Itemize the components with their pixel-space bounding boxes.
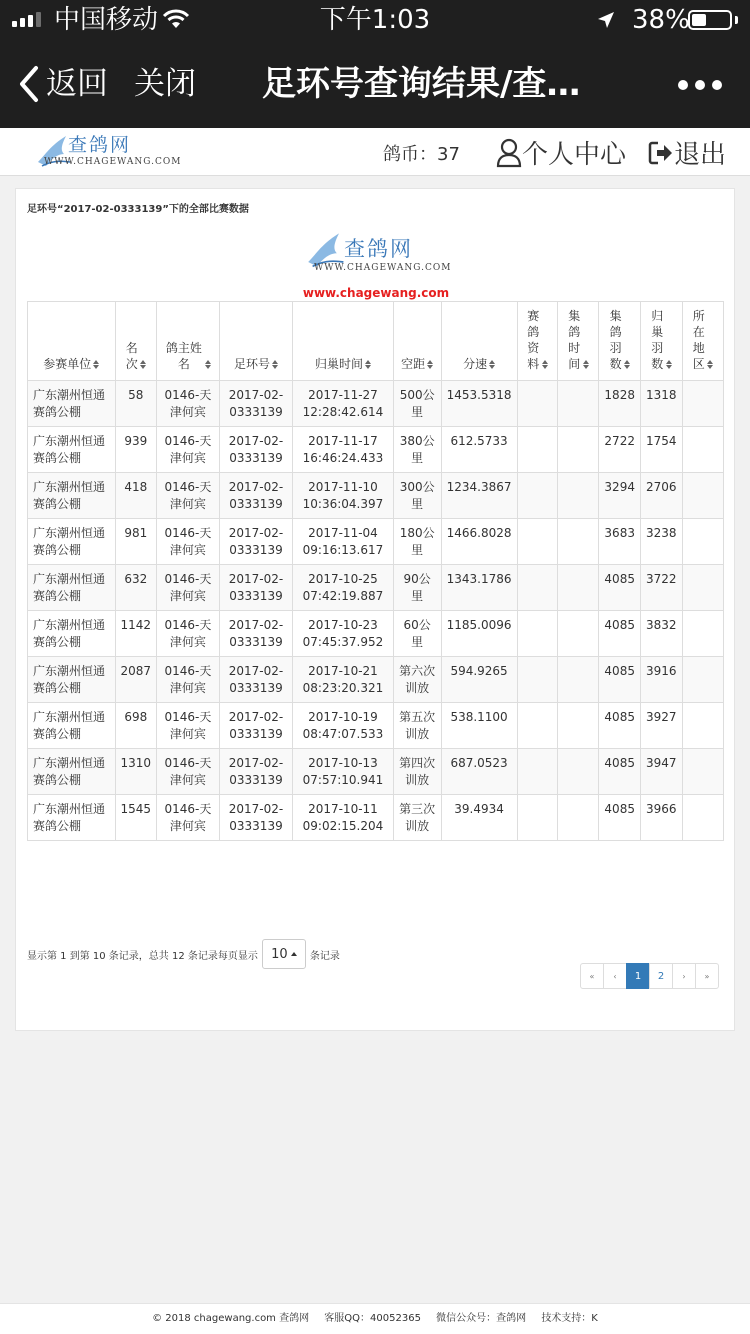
cell-speed: 1185.0096 — [441, 611, 517, 657]
cell-distance: 180公里 — [393, 519, 441, 565]
sort-icon — [707, 360, 713, 369]
column-header-owner[interactable] — [157, 302, 220, 381]
column-header-collect-count[interactable] — [599, 302, 641, 381]
cell-ring: 2017-02-0333139 — [219, 749, 292, 795]
cell-speed: 1234.3867 — [441, 473, 517, 519]
logout-icon — [648, 140, 674, 166]
cell-rank: 58 — [115, 381, 157, 427]
cell-unit: 广东潮州恒通赛鸽公棚 — [28, 473, 116, 519]
cell-collect-time — [558, 381, 599, 427]
cell-region — [682, 381, 723, 427]
pagination — [580, 963, 719, 989]
cell-region — [682, 473, 723, 519]
cell-return-count: 3238 — [640, 519, 682, 565]
results-table — [27, 301, 724, 841]
site-header — [0, 128, 750, 176]
pager-info-prefix: 显示第 1 到第 10 条记录，总共 12 条记录每页显示 — [27, 950, 258, 962]
cell-bird-info — [517, 749, 557, 795]
logout-link[interactable] — [648, 134, 726, 171]
page-link-last[interactable]: » — [695, 963, 719, 989]
cell-collect-count: 4085 — [599, 703, 641, 749]
cell-bird-info — [517, 381, 557, 427]
cell-return-count: 1318 — [640, 381, 682, 427]
cell-bird-info — [517, 703, 557, 749]
cell-return-count: 3832 — [640, 611, 682, 657]
column-header-distance[interactable] — [393, 302, 441, 381]
cell-return-time: 2017-11-10 10:36:04.397 — [293, 473, 393, 519]
cell-return-count: 3722 — [640, 565, 682, 611]
site-footer — [0, 1303, 750, 1334]
table-row — [28, 657, 724, 703]
cell-ring: 2017-02-0333139 — [219, 611, 292, 657]
page-title: 足环号查询结果/查… — [262, 64, 581, 104]
column-header-speed[interactable] — [441, 302, 517, 381]
cell-speed: 612.5733 — [441, 427, 517, 473]
back-button[interactable] — [18, 62, 108, 106]
cell-owner: 0146-天津何宾 — [157, 427, 220, 473]
cell-speed: 538.1100 — [441, 703, 517, 749]
table-row — [28, 795, 724, 841]
cell-ring: 2017-02-0333139 — [219, 703, 292, 749]
cell-rank: 1310 — [115, 749, 157, 795]
results-panel — [15, 188, 735, 1031]
table-row — [28, 381, 724, 427]
table-header-row — [28, 302, 724, 381]
cell-bird-info — [517, 519, 557, 565]
cell-distance: 第四次训放 — [393, 749, 441, 795]
cell-collect-count: 4085 — [599, 795, 641, 841]
cell-return-time: 2017-11-17 16:46:24.433 — [293, 427, 393, 473]
cell-collect-count: 3683 — [599, 519, 641, 565]
cell-collect-count: 4085 — [599, 749, 641, 795]
cell-distance: 第三次训放 — [393, 795, 441, 841]
cell-bird-info — [517, 795, 557, 841]
center-logo — [306, 229, 452, 279]
column-header-unit[interactable] — [28, 302, 116, 381]
cell-owner: 0146-天津何宾 — [157, 565, 220, 611]
pager-info-suffix: 条记录 — [309, 950, 340, 962]
cell-owner: 0146-天津何宾 — [157, 657, 220, 703]
column-header-ring[interactable] — [219, 302, 292, 381]
table-row — [28, 473, 724, 519]
column-header-label: 集鸽时间 — [568, 309, 581, 371]
sort-icon — [365, 360, 371, 369]
cell-return-time: 2017-11-04 09:16:13.617 — [293, 519, 393, 565]
table-body — [28, 381, 724, 841]
cell-region — [682, 703, 723, 749]
cell-unit: 广东潮州恒通赛鸽公棚 — [28, 611, 116, 657]
cell-unit: 广东潮州恒通赛鸽公棚 — [28, 795, 116, 841]
user-center-label: 个人中心 — [522, 140, 627, 170]
cell-owner: 0146-天津何宾 — [157, 473, 220, 519]
cell-collect-time — [558, 749, 599, 795]
cell-collect-count: 1828 — [599, 381, 641, 427]
cell-collect-time — [558, 795, 599, 841]
cell-return-time: 2017-10-23 07:45:37.952 — [293, 611, 393, 657]
sort-icon — [666, 360, 672, 369]
cell-owner: 0146-天津何宾 — [157, 795, 220, 841]
logo-url: WWW.CHAGEWANG.COM — [44, 157, 182, 167]
logo-url: WWW.CHAGEWANG.COM — [314, 263, 452, 273]
cell-bird-info — [517, 657, 557, 703]
cell-collect-count: 4085 — [599, 565, 641, 611]
site-url-watermark: www.chagewang.com — [302, 286, 450, 300]
back-label: 返回 — [46, 66, 108, 102]
cell-return-count: 2706 — [640, 473, 682, 519]
sort-icon — [205, 360, 211, 369]
cell-distance: 300公里 — [393, 473, 441, 519]
logout-label: 退出 — [674, 140, 727, 170]
cell-owner: 0146-天津何宾 — [157, 519, 220, 565]
column-header-region[interactable] — [682, 302, 723, 381]
status-bar — [0, 0, 750, 40]
cell-ring: 2017-02-0333139 — [219, 381, 292, 427]
cell-unit: 广东潮州恒通赛鸽公棚 — [28, 519, 116, 565]
cell-unit: 广东潮州恒通赛鸽公棚 — [28, 657, 116, 703]
column-header-label: 分速 — [463, 357, 488, 371]
clock: 下午1:03 — [319, 5, 431, 35]
cell-collect-count: 3294 — [599, 473, 641, 519]
cell-unit: 广东潮州恒通赛鸽公棚 — [28, 565, 116, 611]
nav-bar — [0, 40, 750, 128]
chevron-left-icon — [18, 64, 40, 104]
sort-icon — [542, 360, 548, 369]
cell-ring: 2017-02-0333139 — [219, 795, 292, 841]
page-link-2[interactable]: 2 — [649, 963, 673, 989]
battery-percent: 38% — [632, 5, 690, 35]
page-link-1[interactable]: 1 — [626, 963, 650, 989]
cell-rank: 939 — [115, 427, 157, 473]
cell-distance: 90公里 — [393, 565, 441, 611]
footer-wechat: 微信公众号：查鸽网 — [436, 1313, 527, 1324]
cell-rank: 1142 — [115, 611, 157, 657]
cell-rank: 698 — [115, 703, 157, 749]
close-button[interactable]: 关闭 — [134, 66, 196, 102]
cell-collect-count: 4085 — [599, 611, 641, 657]
cell-collect-time — [558, 519, 599, 565]
column-header-return-time[interactable] — [293, 302, 393, 381]
cell-region — [682, 427, 723, 473]
page-link-next[interactable]: › — [672, 963, 696, 989]
cell-distance: 第六次训放 — [393, 657, 441, 703]
table-row — [28, 565, 724, 611]
column-header-label: 足环号 — [233, 357, 270, 371]
location-arrow-icon — [596, 10, 616, 34]
cell-collect-time — [558, 611, 599, 657]
cell-region — [682, 611, 723, 657]
column-header-label: 鸽主姓名 — [165, 341, 202, 371]
cell-region — [682, 519, 723, 565]
cell-speed: 687.0523 — [441, 749, 517, 795]
cell-return-time: 2017-10-13 07:57:10.941 — [293, 749, 393, 795]
cell-unit: 广东潮州恒通赛鸽公棚 — [28, 381, 116, 427]
cell-region — [682, 565, 723, 611]
cell-distance: 500公里 — [393, 381, 441, 427]
battery-tip — [735, 16, 738, 24]
cell-collect-time — [558, 427, 599, 473]
sort-icon — [93, 360, 99, 369]
column-header-label: 赛鸽资料 — [527, 309, 540, 371]
page-size-select[interactable] — [262, 939, 306, 969]
cell-ring: 2017-02-0333139 — [219, 565, 292, 611]
cell-speed: 1466.8028 — [441, 519, 517, 565]
caret-up-icon — [291, 952, 297, 956]
footer-copyright: © 2018 chagewang.com 查鸽网 — [152, 1313, 310, 1324]
column-header-bird-info[interactable] — [517, 302, 557, 381]
sort-icon — [489, 360, 495, 369]
table-row — [28, 611, 724, 657]
cell-collect-count: 4085 — [599, 657, 641, 703]
cell-speed: 39.4934 — [441, 795, 517, 841]
cell-collect-time — [558, 565, 599, 611]
cell-return-count: 3947 — [640, 749, 682, 795]
column-header-label: 所在地区 — [692, 309, 705, 371]
cell-region — [682, 657, 723, 703]
sort-icon — [272, 360, 278, 369]
cell-return-time: 2017-10-11 09:02:15.204 — [293, 795, 393, 841]
cell-ring: 2017-02-0333139 — [219, 519, 292, 565]
cell-return-count: 3916 — [640, 657, 682, 703]
more-icon[interactable] — [678, 80, 722, 90]
cell-owner: 0146-天津何宾 — [157, 703, 220, 749]
cell-distance: 380公里 — [393, 427, 441, 473]
column-header-return-count[interactable] — [640, 302, 682, 381]
table-row — [28, 427, 724, 473]
cell-collect-time — [558, 473, 599, 519]
cell-bird-info — [517, 427, 557, 473]
cell-rank: 418 — [115, 473, 157, 519]
column-header-label: 参赛单位 — [43, 357, 92, 371]
cell-collect-time — [558, 703, 599, 749]
cell-return-time: 2017-10-19 08:47:07.533 — [293, 703, 393, 749]
cell-return-time: 2017-10-21 08:23:20.321 — [293, 657, 393, 703]
column-header-label: 名次 — [125, 341, 138, 371]
cell-return-time: 2017-10-25 07:42:19.887 — [293, 565, 393, 611]
cell-owner: 0146-天津何宾 — [157, 749, 220, 795]
battery-icon — [688, 10, 732, 30]
cell-region — [682, 795, 723, 841]
cell-unit: 广东潮州恒通赛鸽公棚 — [28, 427, 116, 473]
carrier-label: 中国移动 — [54, 5, 159, 35]
column-header-label: 归巢时间 — [314, 357, 363, 371]
cell-bird-info — [517, 473, 557, 519]
cell-rank: 1545 — [115, 795, 157, 841]
cell-distance: 60公里 — [393, 611, 441, 657]
cell-owner: 0146-天津何宾 — [157, 611, 220, 657]
cell-return-count: 3927 — [640, 703, 682, 749]
cell-speed: 594.9265 — [441, 657, 517, 703]
column-header-label: 空距 — [401, 357, 426, 371]
sort-icon — [624, 360, 630, 369]
table-row — [28, 703, 724, 749]
sort-icon — [427, 360, 433, 369]
cell-speed: 1453.5318 — [441, 381, 517, 427]
logo-text: 查鸽网 — [344, 237, 413, 261]
cell-bird-info — [517, 611, 557, 657]
cell-collect-count: 2722 — [599, 427, 641, 473]
cell-unit: 广东潮州恒通赛鸽公棚 — [28, 749, 116, 795]
cell-distance: 第五次训放 — [393, 703, 441, 749]
cell-region — [682, 749, 723, 795]
footer-support: 技术支持：K — [541, 1313, 598, 1324]
cell-return-time: 2017-11-27 12:28:42.614 — [293, 381, 393, 427]
sort-icon — [583, 360, 589, 369]
footer-qq: 客服QQ：40052365 — [324, 1313, 421, 1324]
column-header-label: 归巢羽数 — [651, 309, 664, 371]
column-header-label: 集鸽羽数 — [609, 309, 622, 371]
cell-unit: 广东潮州恒通赛鸽公棚 — [28, 703, 116, 749]
pager-info — [27, 939, 340, 969]
column-header-rank[interactable] — [115, 302, 157, 381]
table-row — [28, 519, 724, 565]
cell-ring: 2017-02-0333139 — [219, 657, 292, 703]
coin-balance: 鸽币：37 — [383, 144, 460, 165]
page-link-prev[interactable]: ‹ — [603, 963, 627, 989]
cell-return-count: 3966 — [640, 795, 682, 841]
user-center-link[interactable] — [496, 134, 626, 171]
user-icon — [496, 138, 522, 168]
cell-bird-info — [517, 565, 557, 611]
page-size-value: 10 — [271, 946, 288, 962]
cell-ring: 2017-02-0333139 — [219, 427, 292, 473]
results-heading: 足环号“2017-02-0333139”下的全部比赛数据 — [27, 204, 249, 215]
table-row — [28, 749, 724, 795]
cell-rank: 2087 — [115, 657, 157, 703]
cell-rank: 632 — [115, 565, 157, 611]
column-header-collect-time[interactable] — [558, 302, 599, 381]
cell-return-count: 1754 — [640, 427, 682, 473]
page-link-first[interactable]: « — [580, 963, 604, 989]
logo-text: 查鸽网 — [68, 134, 132, 156]
cell-owner: 0146-天津何宾 — [157, 381, 220, 427]
sort-icon — [140, 360, 146, 369]
cell-ring: 2017-02-0333139 — [219, 473, 292, 519]
cell-rank: 981 — [115, 519, 157, 565]
cell-speed: 1343.1786 — [441, 565, 517, 611]
cell-collect-time — [558, 657, 599, 703]
